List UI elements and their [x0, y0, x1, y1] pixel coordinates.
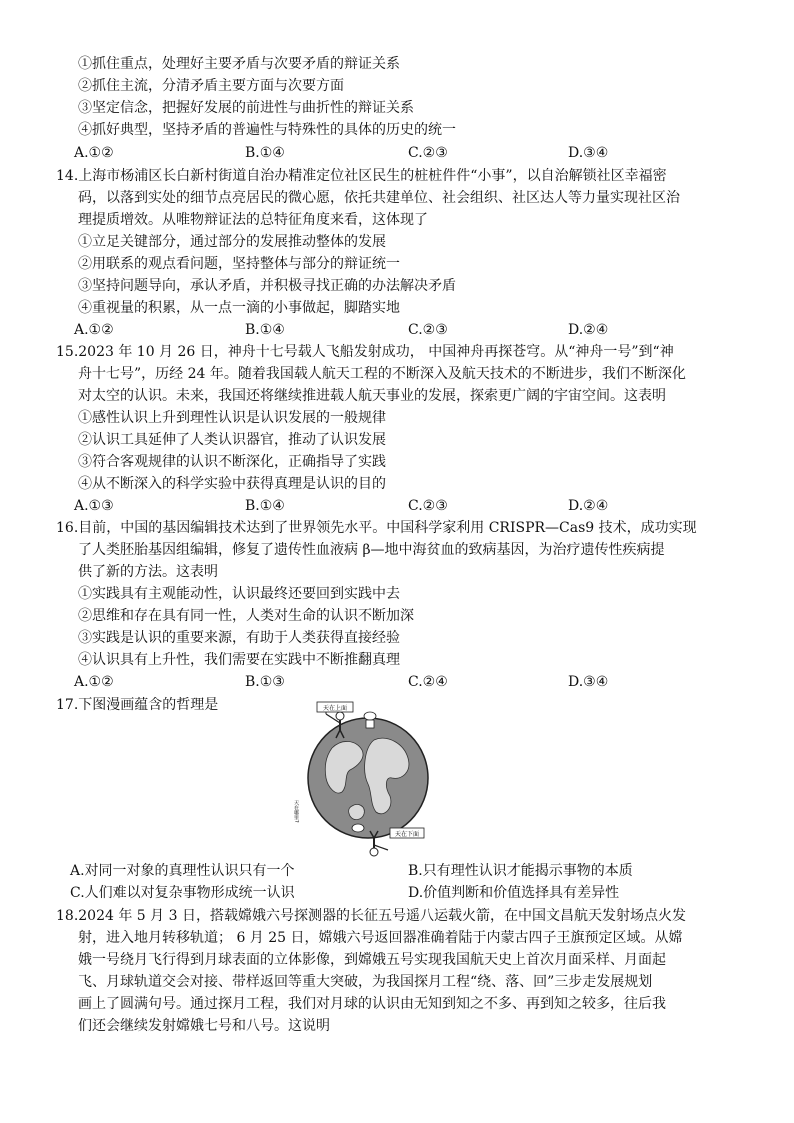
- q14-choice-a: A.①②: [74, 322, 114, 338]
- q14-item-3: ③坚持问题导向，承认矛盾，并积极寻找正确的办法解决矛盾: [78, 278, 456, 294]
- q15-choice-a: A.①③: [74, 498, 114, 514]
- q17-stem: 17.下图漫画蕴含的哲理是: [56, 697, 219, 713]
- q18-stem-line-1: 18.2024 年 5 月 3 日，搭载嫦娥六号探测器的长征五号遥八运载火箭，在中国文昌航天发射场点火发: [56, 908, 686, 924]
- q16-item-4: ④认识具有上升性，我们需要在实践中不断推翻真理: [78, 652, 400, 668]
- figure-small-icon: [364, 712, 376, 728]
- q13-item-1: ①抓住重点，处理好主要矛盾与次要矛盾的辩证关系: [78, 56, 400, 72]
- q15-stem-line-1: 15.2023 年 10 月 26 日，神舟十七号载人飞船发射成功， 中国神舟再探苍穹。从“神舟一号”到“神: [56, 344, 674, 360]
- q14-choice-d: D.②④: [568, 322, 609, 338]
- q15-item-1: ①感性认识上升到理性认识是认识发展的一般规律: [78, 410, 386, 426]
- q17-choice-d: D.价值判断和价值选择具有差异性: [408, 885, 620, 901]
- q15-choice-b: B.①④: [245, 498, 285, 514]
- q18-stem-line-6: 们还会继续发射嫦娥七号和八号。这说明: [78, 1018, 330, 1034]
- q17-choice-c: C.人们难以对复杂事物形成统一认识: [70, 885, 295, 901]
- q15-item-3: ③符合客观规律的认识不断深化，正确指导了实践: [78, 454, 386, 470]
- q17-choice-a: A.对同一对象的真理性认识只有一个: [70, 863, 295, 879]
- q16-choice-b: B.①③: [245, 674, 285, 690]
- q16-stem-line-1: 16.目前，中国的基因编辑技术达到了世界领先水平。中国科学家利用 CRISPR—Cas9 技术，成功实现: [56, 520, 697, 536]
- q13-choice-c: C.②③: [408, 145, 448, 161]
- q14-stem-line-1: 14.上海市杨浦区长白新村街道自治办精准定位社区民生的桩桩件件“小事”，以自治解锁社区幸福密: [56, 168, 667, 184]
- q18-stem-line-4: 飞、月球轨道交会对接、带样返回等重大突破，为我国探月工程“绕、落、回”三步走发展规划: [78, 974, 653, 990]
- q15-item-4: ④从不断深入的科学实验中获得真理是认识的目的: [78, 476, 386, 492]
- q14-choice-c: C.②③: [408, 322, 448, 338]
- globe-cartoon-svg: [292, 700, 444, 858]
- q15-stem-line-2: 舟十七号”，历经 24 年。随着我国载人航天工程的不断深入及航天技术的不断进步，我们不断深化: [78, 366, 686, 382]
- q14-item-1: ①立足关键部分，通过部分的发展推动整体的发展: [78, 234, 386, 250]
- continent-shape: [349, 804, 365, 819]
- q16-item-3: ③实践是认识的重要来源，有助于人类获得直接经验: [78, 630, 400, 646]
- q18-stem-line-3: 娥一号绕月飞行得到月球表面的立体影像，到嫦娥五号实现我国航天史上首次月面采样、月面起: [78, 952, 666, 968]
- q16-stem-line-3: 供了新的方法。这表明: [78, 564, 218, 580]
- q13-choice-b: B.①④: [245, 145, 285, 161]
- q16-item-2: ②思维和存在具有同一性，人类对生命的认识不断加深: [78, 608, 414, 624]
- side-question-text: 天在哪里?: [293, 800, 299, 823]
- q14-item-4: ④重视量的积累，从一点一滴的小事做起，脚踏实地: [78, 300, 400, 316]
- sign-bottom-text: 天在下面: [394, 831, 420, 838]
- globe-cartoon: [292, 700, 444, 858]
- sign-top-text: 天在上面: [322, 705, 348, 712]
- q16-stem-line-2: 了人类胚胎基因组编辑，修复了遗传性血液病 β—地中海贫血的致病基因，为治疗遗传性疾病提: [78, 542, 665, 558]
- q17-choice-b: B.只有理性认识才能揭示事物的本质: [408, 863, 633, 879]
- q16-choice-a: A.①②: [74, 674, 114, 690]
- q13-item-4: ④抓好典型，坚持矛盾的普遍性与特殊性的具体的历史的统一: [78, 122, 456, 138]
- q18-stem-line-2: 射，进入地月转移轨道； 6 月 25 日，嫦娥六号返回器准确着陆于内蒙古四子王旗预定区域。从嫦: [78, 930, 683, 946]
- q15-item-2: ②认识工具延伸了人类认识器官，推动了认识发展: [78, 432, 386, 448]
- q16-item-1: ①实践具有主观能动性，认识最终还要回到实践中去: [78, 586, 400, 602]
- q15-choice-d: D.②④: [568, 498, 609, 514]
- q14-stem-line-2: 码，以落到实处的细节点亮居民的微心愿，依托共建单位、社会组织、社区达人等力量实现社区治: [78, 190, 680, 206]
- q13-item-2: ②抓住主流，分清矛盾主要方面与次要方面: [78, 78, 344, 94]
- q14-item-2: ②用联系的观点看问题，坚持整体与部分的辩证统一: [78, 256, 400, 272]
- q13-choice-d: D.③④: [568, 145, 609, 161]
- q13-choice-a: A.①②: [74, 145, 114, 161]
- q14-stem-line-3: 理提质增效。从唯物辩证法的总特征角度来看，这体现了: [78, 212, 428, 228]
- q18-stem-line-5: 画上了圆满句号。通过探月工程，我们对月球的认识由无知到知之不多、再到知之较多，往后我: [78, 996, 666, 1012]
- q16-choice-c: C.②④: [408, 674, 448, 690]
- q15-stem-line-3: 对太空的认识。未来，我国还将继续推进载人航天事业的发展，探索更广阔的宇宙空间。这表明: [78, 388, 666, 404]
- figure-side-icon: [352, 824, 364, 832]
- q13-item-3: ③坚定信念，把握好发展的前进性与曲折性的辩证关系: [78, 100, 414, 116]
- q14-choice-b: B.①④: [245, 322, 285, 338]
- q16-choice-d: D.③④: [568, 674, 609, 690]
- q15-choice-c: C.②③: [408, 498, 448, 514]
